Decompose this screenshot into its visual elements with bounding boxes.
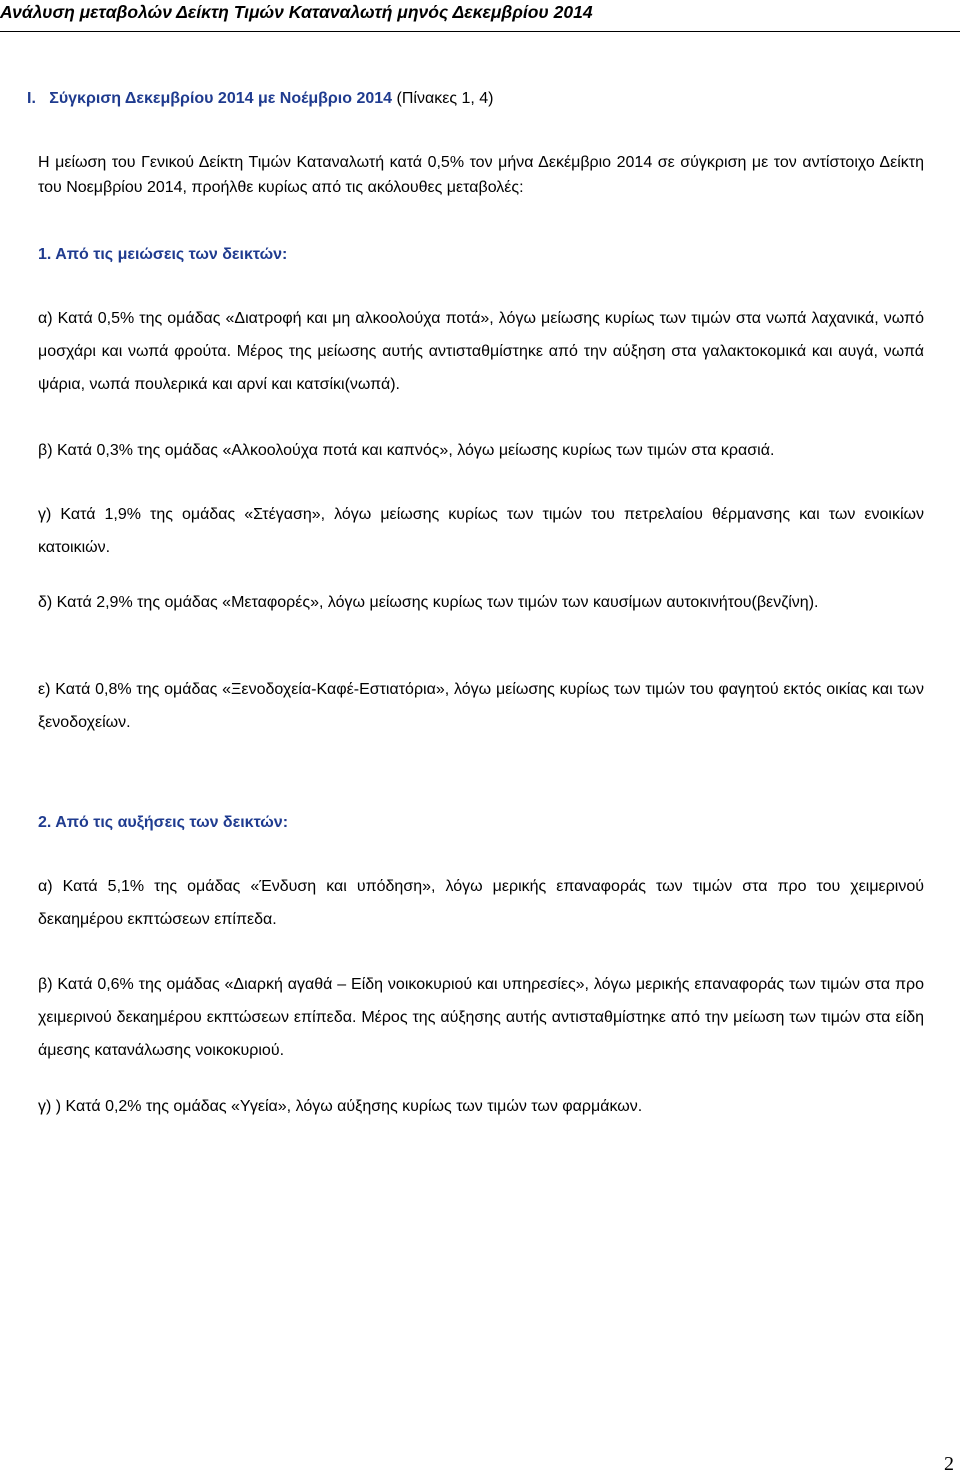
title-underline	[0, 31, 960, 32]
decreases-heading: 1. Από τις μειώσεις των δεικτών:	[38, 246, 288, 263]
decrease-item-a: α) Κατά 0,5% της ομάδας «Διατροφή και μη αλκοολούχα ποτά», λόγω μείωσης κυρίως των τιμών στα νωπά λαχανικά, νωπό μοσχάρι και νωπά φρούτα. Μέρος της μείωσης αυτής αντισταθμίστηκε από την αύξηση στα γαλακτοκομικά και αυγά, νωπά ψάρια, νωπά πουλερικά και αρνί και κατσίκι(νωπά).	[38, 310, 924, 393]
increase-item-a: α) Κατά 5,1% της ομάδας «Ένδυση και υπόδηση», λόγω μερικής επαναφοράς των τιμών στα προ του χειμερινού δεκαημέρου εκπτώσεων επίπεδα.	[38, 878, 924, 928]
page-number: 2	[944, 1453, 954, 1475]
section-tables-ref: (Πίνακες 1, 4)	[396, 90, 494, 107]
decrease-item-c: γ) Κατά 1,9% της ομάδας «Στέγαση», λόγω μείωσης κυρίως των τιμών του πετρελαίου θέρμανσης και των ενοικίων κατοικιών.	[38, 506, 924, 556]
intro-paragraph: Η μείωση του Γενικού Δείκτη Τιμών Καταναλωτή κατά 0,5% τον μήνα Δεκέμβριο 2014 σε σύγκριση με τον αντίστοιχο Δείκτη του Νοεμβρίου 2014, προήλθε κυρίως από τις ακόλουθες μεταβολές:	[38, 154, 924, 196]
section-title: Σύγκριση Δεκεμβρίου 2014 με Νοέμβριο 2014	[49, 90, 393, 107]
decrease-item-b: β) Κατά 0,3% της ομάδας «Αλκοολούχα ποτά και καπνός», λόγω μείωσης κυρίως των τιμών στα κρασιά.	[38, 442, 775, 459]
section-heading	[27, 87, 494, 111]
decrease-item-e: ε) Κατά 0,8% της ομάδας «Ξενοδοχεία-Καφέ-Εστιατόρια», λόγω μείωσης κυρίως των τιμών του φαγητού εκτός οικίας και των ξενοδοχείων.	[38, 681, 924, 731]
increases-heading: 2. Από τις αυξήσεις των δεικτών:	[38, 814, 289, 831]
decrease-item-d: δ) Κατά 2,9% της ομάδας «Μεταφορές», λόγω μείωσης κυρίως των τιμών των καυσίμων αυτοκινήτου(βενζίνη).	[38, 594, 819, 611]
section-number: I.	[27, 90, 36, 107]
increase-item-b: β) Κατά 0,6% της ομάδας «Διαρκή αγαθά – Είδη νοικοκυριού και υπηρεσίες», λόγω μερικής επαναφοράς των τιμών στα προ χειμερινού δεκαημέρου εκπτώσεων επίπεδα. Μέρος της αύξησης αυτής αντισταθμίστηκε από την μείωση των τιμών στα είδη άμεσης κατανάλωσης νοικοκυριού.	[38, 976, 924, 1059]
document-title: Ανάλυση μεταβολών Δείκτη Τιμών Καταναλωτή μηνός Δεκεμβρίου 2014	[0, 2, 593, 22]
increase-item-c: γ) ) Κατά 0,2% της ομάδας «Υγεία», λόγω αύξησης κυρίως των τιμών των φαρμάκων.	[38, 1098, 643, 1115]
